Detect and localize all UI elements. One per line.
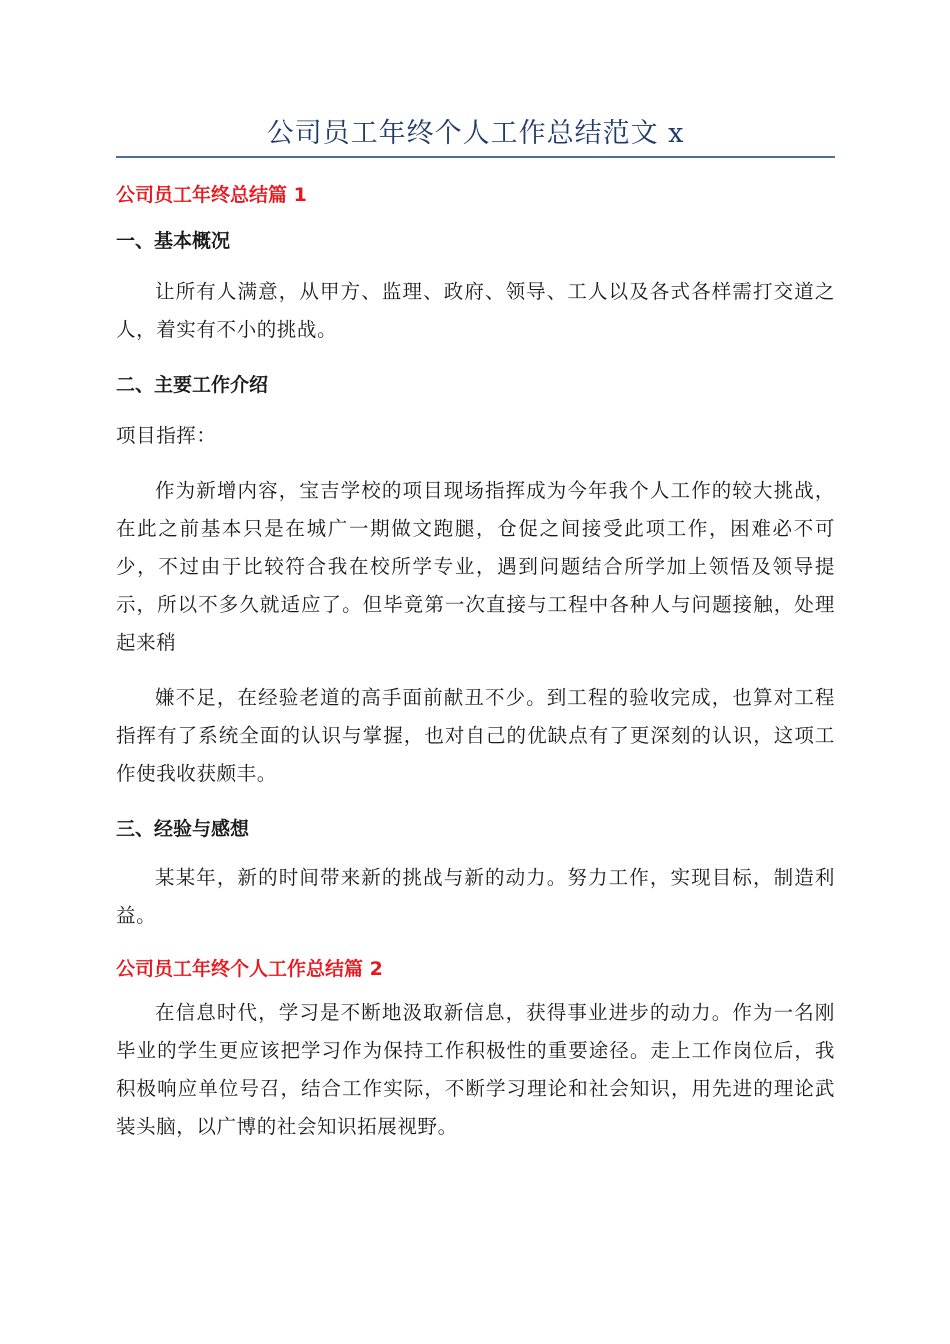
section-1-title: 公司员工年终总结篇 1	[116, 184, 307, 206]
section-1-paragraph-5: 某某年，新的时间带来新的挑战与新的动力。努力工作，实现目标，制造利益。	[116, 866, 835, 927]
title-underline	[116, 156, 835, 158]
section-1-heading-main-work: 二、主要工作介绍	[116, 374, 269, 396]
section-2-title: 公司员工年终个人工作总结篇 2	[116, 958, 383, 980]
section-1-paragraph-project-command: 项目指挥：	[116, 424, 217, 447]
section-1-paragraph-1: 让所有人满意，从甲方、监理、政府、领导、工人以及各式各样需打交道之人，着实有不小的挑战。	[116, 280, 835, 341]
document-title: 公司员工年终个人工作总结范文 x	[266, 118, 685, 149]
section-2-paragraph-1: 在信息时代，学习是不断地汲取新信息，获得事业进步的动力。作为一名刚毕业的学生更应该把学习作为保持工作积极性的重要途径。走上工作岗位后，我积极响应单位号召，结合工作实际，不断学习理论和社会知识，用先进的理论武装头脑，以广博的社会知识拓展视野。	[116, 1001, 835, 1138]
section-1-paragraph-3: 作为新增内容，宝吉学校的项目现场指挥成为今年我个人工作的较大挑战，在此之前基本只是在城广一期做文跑腿，仓促之间接受此项工作，困难必不可少，不过由于比较符合我在校所学专业，遇到问题结合所学加上领悟及领导提示，所以不多久就适应了。但毕竟第一次直接与工程中各种人与问题接触，处理起来稍	[116, 479, 835, 654]
section-1-heading-basic-overview: 一、基本概况	[116, 230, 231, 252]
section-1-heading-experience: 三、经验与感想	[116, 818, 250, 840]
section-1-paragraph-4: 嫌不足，在经验老道的高手面前献丑不少。到工程的验收完成，也算对工程指挥有了系统全面的认识与掌握，也对自己的优缺点有了更深刻的认识，这项工作使我收获颇丰。	[116, 686, 835, 785]
document-page	[116, 0, 835, 1146]
